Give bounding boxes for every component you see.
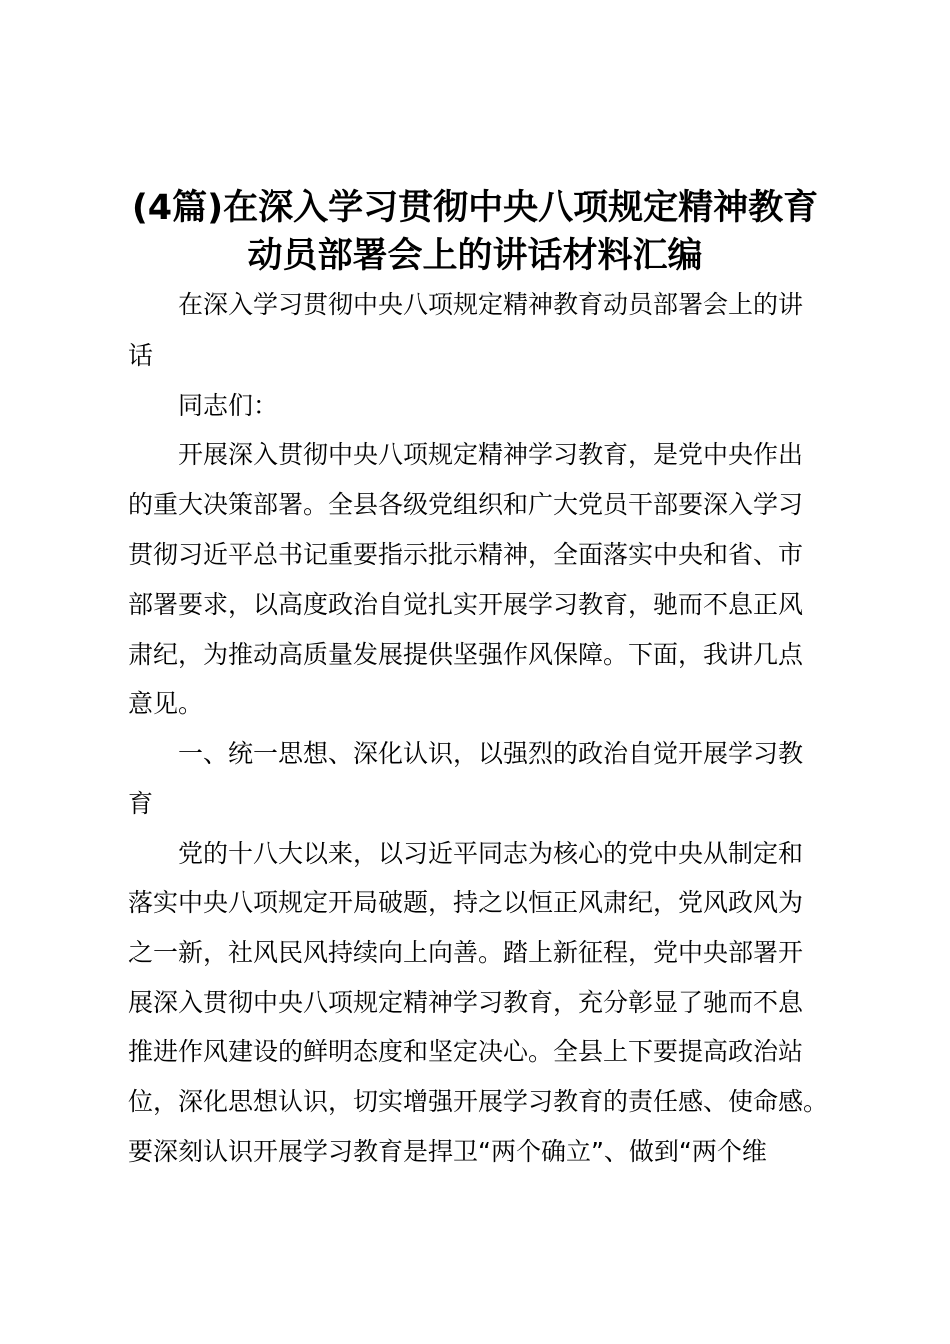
document-title-line-1: (4篇)在深入学习贯彻中央八项规定精神教育 (131, 188, 819, 228)
section-heading-line-2: 育 (128, 789, 154, 818)
paragraph-line: 意见。 (128, 689, 204, 718)
paragraph-line: 落实中央八项规定开局破题，持之以恒正风肃纪，党风政风为 (128, 888, 804, 917)
paragraph-line: 开展深入贯彻中央八项规定精神学习教育，是党中央作出 (178, 440, 804, 469)
paragraph-line: 推进作风建设的鲜明态度和坚定决心。全县上下要提高政治站 (128, 1037, 804, 1066)
paragraph-line: 展深入贯彻中央八项规定精神学习教育，充分彰显了驰而不息 (128, 988, 804, 1017)
paragraph-line: 部署要求，以高度政治自觉扎实开展学习教育，驰而不息正风 (128, 590, 804, 619)
section-heading-line-1: 一、统一思想、深化认识，以强烈的政治自觉开展学习教 (178, 739, 804, 768)
speech-heading-line-2: 话 (128, 341, 154, 370)
speech-heading-line-1: 在深入学习贯彻中央八项规定精神教育动员部署会上的讲 (178, 290, 804, 319)
paragraph-line: 的重大决策部署。全县各级党组织和广大党员干部要深入学习 (128, 490, 804, 519)
salutation: 同志们： (178, 391, 279, 420)
paragraph-line: 肃纪，为推动高质量发展提供坚强作风保障。下面，我讲几点 (128, 640, 804, 669)
paragraph-line: 党的十八大以来，以习近平同志为核心的党中央从制定和 (178, 839, 804, 868)
paragraph-line: 位，深化思想认识，切实增强开展学习教育的责任感、使命感。 (128, 1087, 829, 1116)
document-title-line-2: 动员部署会上的讲话材料汇编 (247, 236, 703, 276)
paragraph-line: 之一新，社风民风持续向上向善。踏上新征程，党中央部署开 (128, 938, 804, 967)
paragraph-line: 贯彻习近平总书记重要指示批示精神，全面落实中央和省、市 (128, 540, 804, 569)
paragraph-line: 要深刻认识开展学习教育是捍卫“两个确立”、做到“两个维 (128, 1137, 767, 1166)
